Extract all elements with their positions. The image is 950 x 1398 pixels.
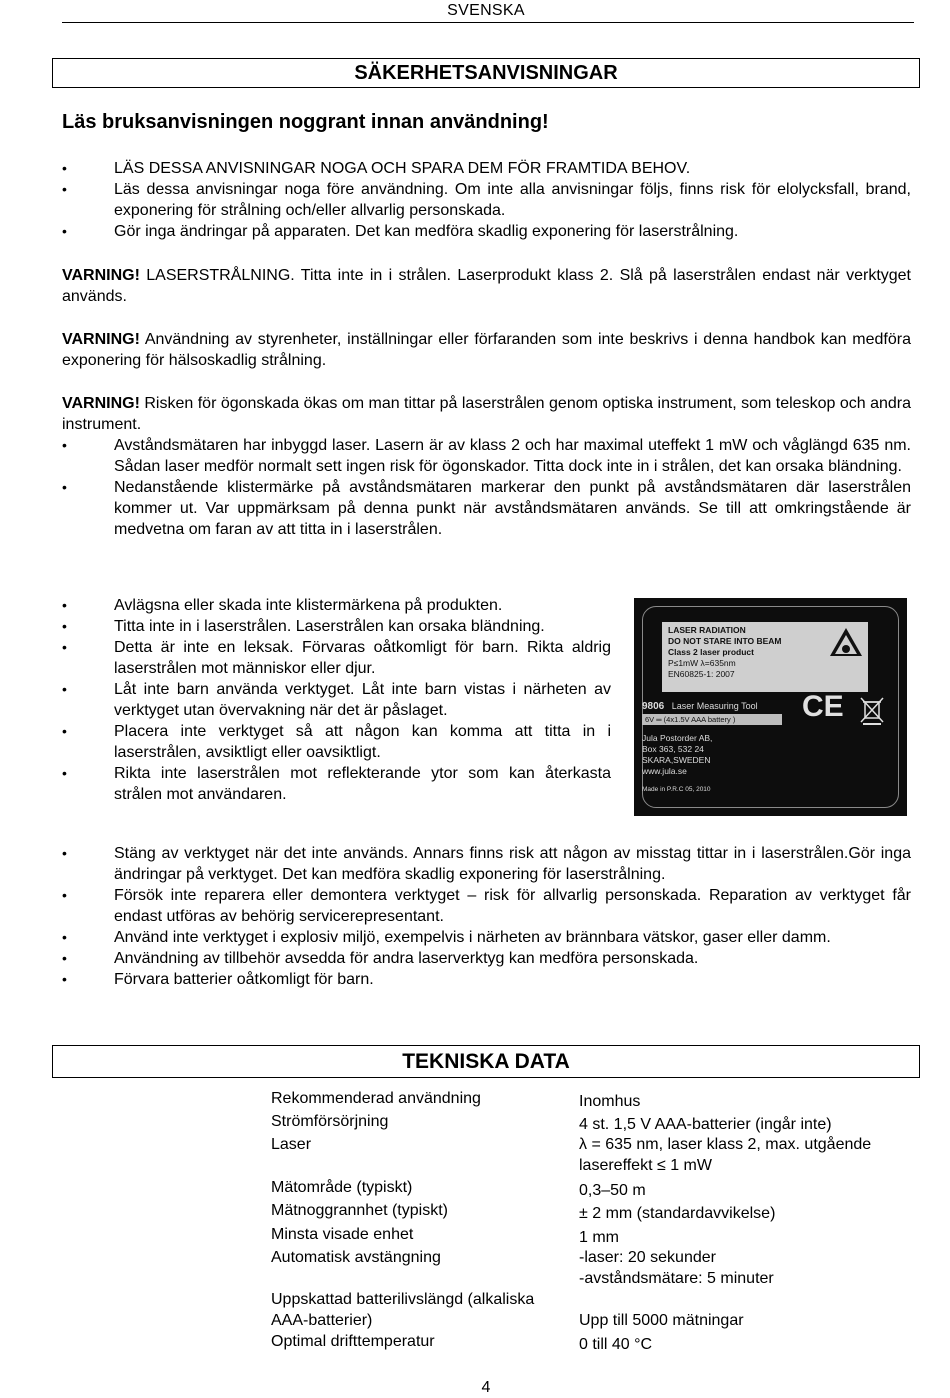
tech-value: Upp till 5000 mätningar — [579, 1312, 744, 1329]
label-model: 9806 Laser Measuring Tool — [642, 701, 758, 712]
laser-hazard-icon — [830, 628, 862, 656]
list-item: • Rikta inte laserstrålen mot reflekterande ytor som kan återkasta strålen mot användaren. — [62, 763, 611, 805]
list-item: • Användning av tillbehör avsedda för andra laserverktyg kan medföra personskada. — [62, 948, 911, 969]
tech-value: λ = 635 nm, laser klass 2, max. utgående lasereffekt ≤ 1 mW — [579, 1136, 872, 1174]
tech-key: Uppskattad batterilivslängd (alkaliska AAA-batterier) — [271, 1291, 535, 1329]
safety-section-title: SÄKERHETSANVISNINGAR — [52, 58, 920, 88]
list-item: • Avlägsna eller skada inte klistermärkena på produkten. — [62, 595, 611, 616]
label-line: Class 2 laser product — [668, 647, 754, 657]
list-item: • Placera inte verktyget så att någon kan komma att titta in i laserstrålen, avsiktligt eller oavsiktligt. — [62, 721, 611, 763]
tech-section-title: TEKNISKA DATA — [52, 1045, 920, 1078]
list-item: • Detta är inte en leksak. Förvaras oåtkomligt för barn. Rikta aldrig laserstrålen mot människor eller djur. — [62, 637, 611, 679]
list-item: • Försök inte reparera eller demontera verktyget – risk för allvarlig personskada. Reparation av verktyget får endast utföras av behörig servicerepresentant. — [62, 885, 911, 927]
tech-key: Mätområde (typiskt) — [271, 1179, 413, 1196]
warning-label: VARNING! — [62, 331, 140, 348]
ce-mark-icon: CE — [802, 690, 844, 723]
warning-text: Användning av styrenheter, inställningar eller förfaranden som inte beskrivs i denna handbok kan medföra exponering för hälsoskadlig strålning. — [62, 331, 911, 369]
tech-value: -laser: 20 sekunder -avståndsmätare: 5 minuter — [579, 1249, 774, 1287]
list-item: • Nedanstående klistermärke på avståndsmätaren markerar den punkt på avståndsmätaren där laserstrålen kommer ut. Var uppmärksam på denna punkt när avståndsmätaren används. Se till att omkringstående är medvetna om faran av att titta in i laserstrålen. — [62, 477, 911, 540]
label-made-in: Made in P.R.C 05, 2010 — [642, 786, 711, 793]
warning-controls — [62, 329, 911, 371]
laser-warning-label-image — [634, 598, 907, 816]
list-item: • LÄS DESSA ANVISNINGAR NOGA OCH SPARA DEM FÖR FRAMTIDA BEHOV. — [62, 158, 911, 179]
tech-value: ± 2 mm (standardavvikelse) — [579, 1205, 776, 1222]
safety-bullets-3 — [62, 595, 611, 805]
label-line: P≤1mW λ=635nm — [668, 658, 736, 668]
tech-key: Laser — [271, 1136, 312, 1153]
page-number: 4 — [481, 1379, 491, 1396]
tech-value: Inomhus — [579, 1093, 641, 1110]
tech-key: Strömförsörjning — [271, 1113, 389, 1130]
label-line: LASER RADIATION — [668, 625, 746, 635]
header-divider — [62, 22, 914, 23]
label-line: EN60825-1: 2007 — [668, 669, 735, 679]
laser-warning-sticker — [662, 622, 868, 692]
list-item: • Använd inte verktyget i explosiv miljö, exempelvis i närheten av brännbara vätskor, gaser eller damm. — [62, 927, 911, 948]
list-item: • Gör inga ändringar på apparaten. Det kan medföra skadlig exponering för laserstrålning. — [62, 221, 911, 242]
safety-bullets-1 — [62, 158, 911, 242]
tech-value: 4 st. 1,5 V AAA-batterier (ingår inte) — [579, 1116, 832, 1133]
tech-key: Rekommenderad användning — [271, 1090, 481, 1107]
warning-text: LASERSTRÅLNING. Titta inte in i strålen. Laserprodukt klass 2. Slå på laserstrålen endast när verktyget används. — [62, 267, 911, 305]
label-battery: 6V ═ (4x1.5V AAA battery ) — [642, 714, 782, 725]
tech-key: Minsta visade enhet — [271, 1226, 414, 1243]
safety-bullets-4 — [62, 843, 911, 990]
label-line: DO NOT STARE INTO BEAM — [668, 636, 782, 646]
tech-key: Mätnoggrannhet (typiskt) — [271, 1202, 448, 1219]
tech-key: Automatisk avstängning — [271, 1249, 441, 1266]
warning-text: Risken för ögonskada ökas om man tittar på laserstrålen genom optiska instrument, som teleskop och andra instrument. — [62, 395, 911, 433]
warning-laser — [62, 265, 911, 307]
list-item: • Förvara batterier oåtkomligt för barn. — [62, 969, 911, 990]
tech-value: 0,3–50 m — [579, 1182, 646, 1199]
list-item: • Avståndsmätaren har inbyggd laser. Lasern är av klass 2 och har maximal uteffekt 1 mW och våglängd 635 nm. Sådan laser medför normalt sett ingen risk för ögonskador. Titta dock inte in i strålen, det kan orsaka bländning. — [62, 435, 911, 477]
tech-value: 1 mm — [579, 1229, 619, 1246]
page-language-header: SVENSKA — [447, 2, 525, 19]
list-item: • Titta inte in i laserstrålen. Laserstrålen kan orsaka bländning. — [62, 616, 611, 637]
warning-optics — [62, 393, 911, 540]
list-item: • Låt inte barn använda verktyget. Låt inte barn vistas i närheten av verktyget utan övervakning när det är påslaget. — [62, 679, 611, 721]
weee-bin-icon — [859, 696, 885, 726]
safety-intro: Läs bruksanvisningen noggrant innan användning! — [62, 111, 549, 133]
warning-label: VARNING! — [62, 267, 140, 284]
tech-value: 0 till 40 °C — [579, 1336, 653, 1353]
list-item: • Läs dessa anvisningar noga före användning. Om inte alla anvisningar följs, finns risk för elolycksfall, brand, exponering för strålning och/eller allvarlig personskada. — [62, 179, 911, 221]
warning-label: VARNING! — [62, 395, 140, 412]
label-address: Jula Postorder AB, Box 363, 532 24 SKARA,SWEDEN www.jula.se — [642, 733, 713, 776]
list-item: • Stäng av verktyget när det inte används. Annars finns risk att någon av misstag tittar in i laserstrålen.Gör inga ändringar på verktyget. Det kan medföra skadlig exponering för laserstrålning. — [62, 843, 911, 885]
tech-key: Optimal drifttemperatur — [271, 1333, 435, 1350]
